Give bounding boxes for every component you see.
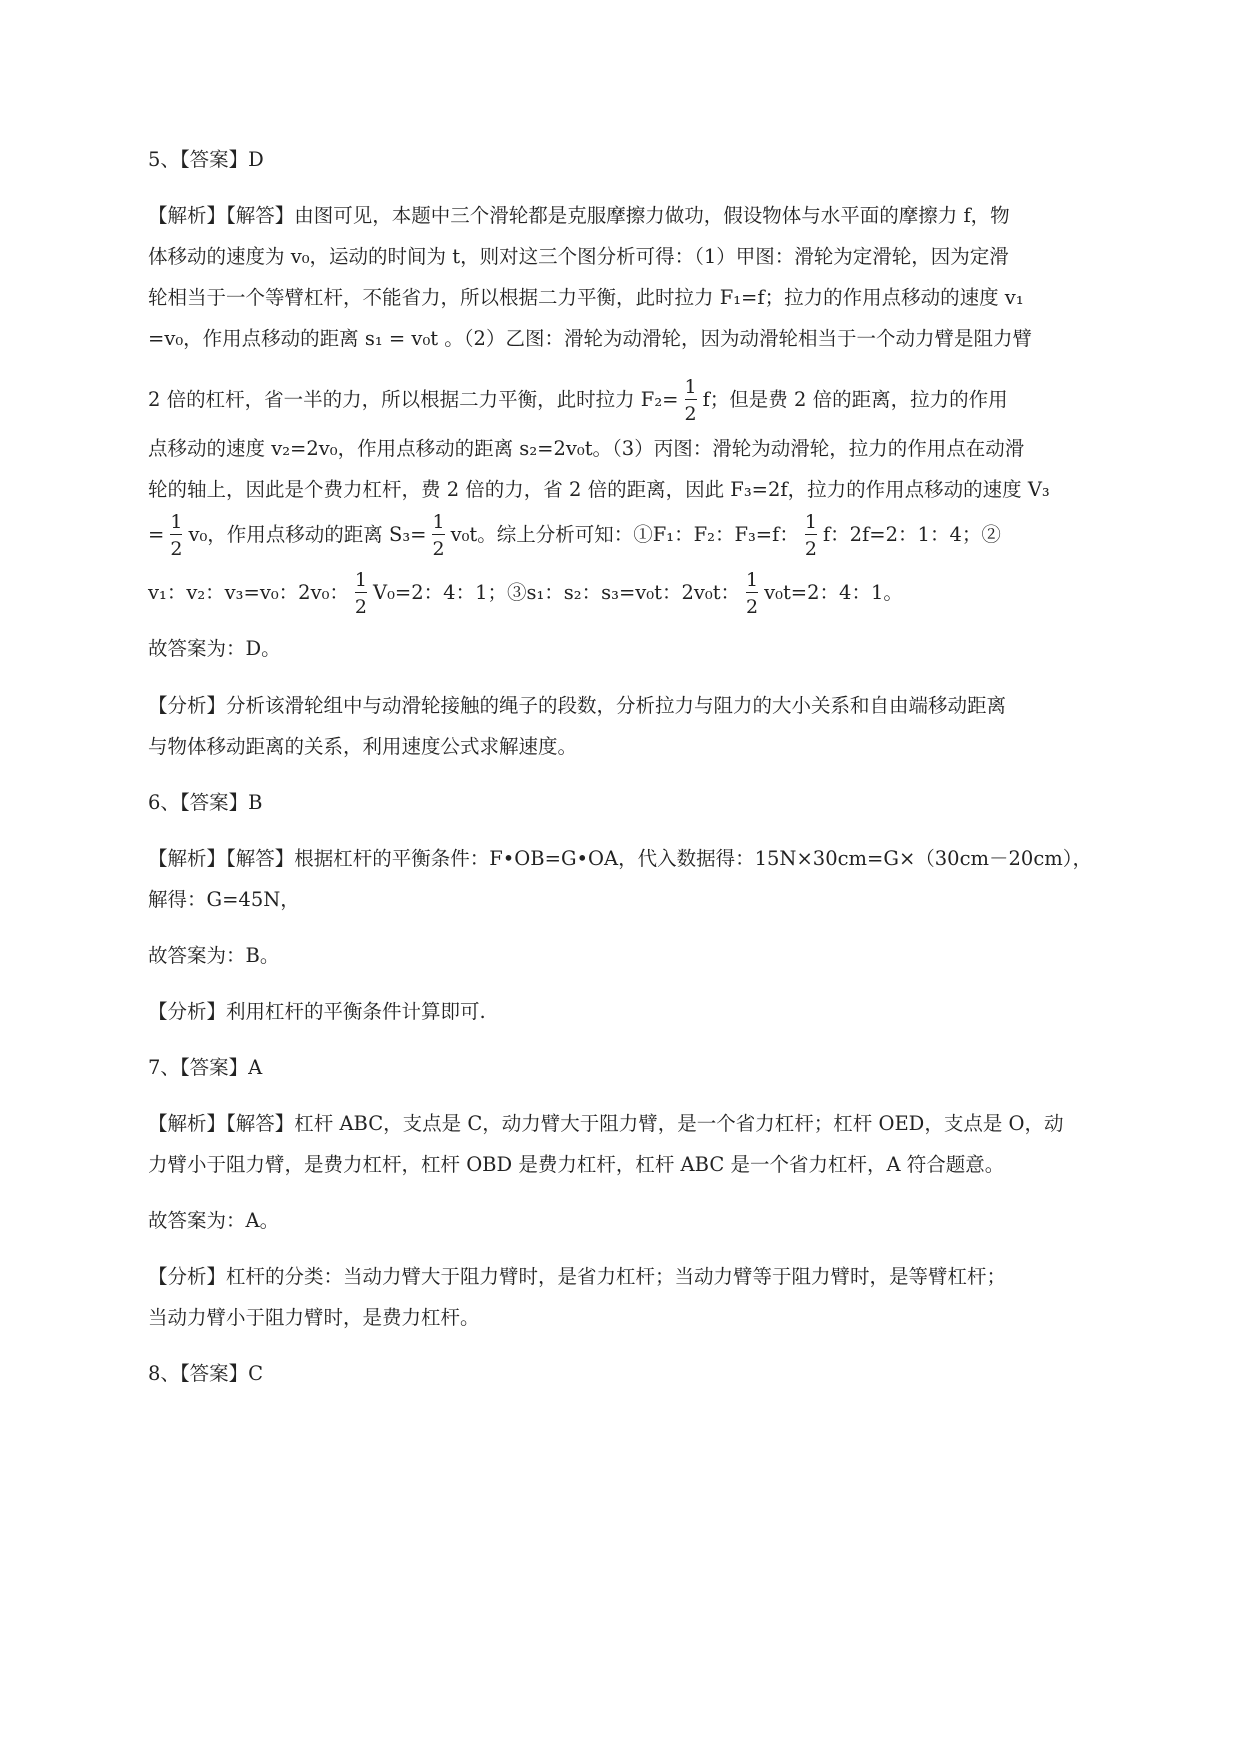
fraction-half: $\frac{1}{2}$ [432, 511, 445, 560]
q5-analysis-line5: 2 倍的杠杆，省一半的力，所以根据二力平衡，此时拉力 F₂= $\frac{1}{2}$ f；但是费 2 倍的距离，拉力的作用 [148, 376, 1008, 425]
fraction-half: $\frac{1}{2}$ [746, 569, 759, 618]
q5-answer: 5、【答案】D [148, 148, 264, 171]
q5-analysis-line3: 轮相当于一个等臂杠杆，不能省力，所以根据二力平衡，此时拉力 F₁=f；拉力的作用点移动的速度 v₁ [148, 286, 1024, 309]
q6-note: 【分析】利用杠杆的平衡条件计算即可. [148, 1000, 486, 1023]
q5-analysis-label: 【解析】【解答】 [148, 204, 295, 227]
q5-note-line2: 与物体移动距离的关系，利用速度公式求解速度。 [148, 735, 578, 758]
q5-analysis-line2: 体移动的速度为 v₀，运动的时间为 t，则对这三个图分析可得：（1）甲图：滑轮为定滑轮，因为定滑 [148, 245, 1009, 268]
q8-answer: 8、【答案】C [148, 1362, 264, 1385]
q5-conclusion: 故答案为：D。 [148, 637, 281, 660]
fraction-half: $\frac{1}{2}$ [170, 511, 183, 560]
q7-conclusion: 故答案为：A。 [148, 1209, 280, 1232]
q7-analysis-line2: 力臂小于阻力臂，是费力杠杆，杠杆 OBD 是费力杠杆，杠杆 ABC 是一个省力杠杆，A 符合题意。 [148, 1153, 1005, 1176]
q5-analysis-line8: = $\frac{1}{2}$ v₀，作用点移动的距离 S₃= $\frac{1}{2}$ v₀t。综上分析可知：①F₁：F₂：F₃=f： $\frac{1}{2}$ f：2f=2：1：4；② [148, 511, 1001, 560]
q7-analysis-line1: 【解析】【解答】杠杆 ABC，支点是 C，动力臂大于阻力臂，是一个省力杠杆；杠杆 OED，支点是 O，动 [148, 1112, 1064, 1135]
q5-note-line1: 【分析】分析该滑轮组中与动滑轮接触的绳子的段数，分析拉力与阻力的大小关系和自由端移动距离 [148, 694, 1007, 717]
q6-conclusion: 故答案为：B。 [148, 944, 280, 967]
q7-answer: 7、【答案】A [148, 1056, 263, 1079]
q6-analysis-line1: 【解析】【解答】根据杠杆的平衡条件：F•OB=G•OA，代入数据得：15N×30cm=G×（30cm－20cm）， [148, 847, 1092, 870]
q5-analysis-line7: 轮的轴上，因此是个费力杠杆，费 2 倍的力，省 2 倍的距离，因此 F₃=2f，拉力的作用点移动的速度 V₃ [148, 478, 1050, 501]
q7-note-line2: 当动力臂小于阻力臂时，是费力杠杆。 [148, 1306, 480, 1329]
q5-analysis-line1: 【解析】【解答】由图可见，本题中三个滑轮都是克服摩擦力做功，假设物体与水平面的摩擦力 f，物 [148, 204, 1010, 227]
q6-answer: 6、【答案】B [148, 791, 263, 814]
fraction-half: $\frac{1}{2}$ [804, 511, 817, 560]
q5-analysis-line6: 点移动的速度 v₂=2v₀，作用点移动的距离 s₂=2v₀t。（3）丙图：滑轮为动滑轮，拉力的作用点在动滑 [148, 437, 1025, 460]
fraction-half: $\frac{1}{2}$ [354, 569, 368, 618]
q6-analysis-line2: 解得：G=45N， [148, 888, 300, 911]
q5-analysis-line4: =v₀，作用点移动的距离 s₁ = v₀t 。（2）乙图：滑轮为动滑轮，因为动滑轮相当于一个动力臂是阻力臂 [148, 327, 1032, 350]
q5-analysis-line9: v₁：v₂：v₃=v₀：2v₀： $\frac{1}{2}$ V₀=2：4：1；③s₁：s₂：s₃=v₀t：2v₀t： $\frac{1}{2}$ v₀t=2：4：1。 [148, 569, 903, 618]
q7-note-line1: 【分析】杠杆的分类：当动力臂大于阻力臂时，是省力杠杆；当动力臂等于阻力臂时，是等臂杠杆； [148, 1265, 1007, 1288]
fraction-half: $\frac{1}{2}$ [684, 376, 697, 425]
